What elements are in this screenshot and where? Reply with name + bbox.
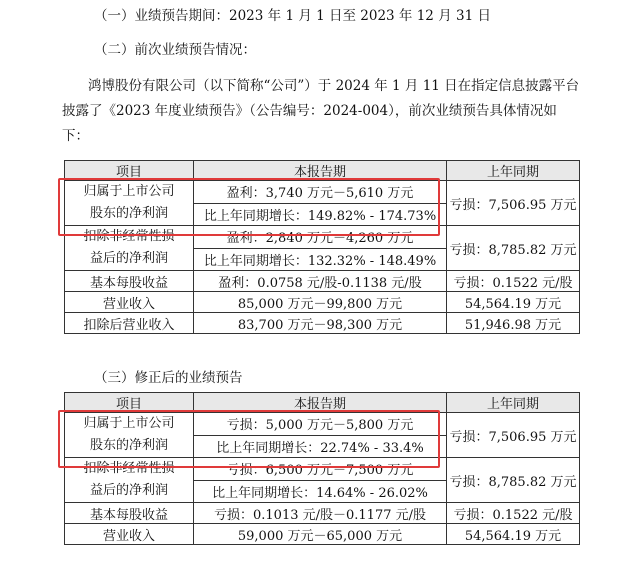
col-item: 项目: [65, 393, 194, 413]
deducted-value: 亏损：6,500 万元－7,500 万元: [194, 458, 447, 481]
col-item: 项目: [65, 161, 194, 181]
table-row: [65, 313, 580, 334]
net-profit-prior: 亏损：7,506.95 万元: [447, 413, 580, 458]
col-prior: 上年同期: [447, 393, 580, 413]
net-profit-growth: 比上年同期增长：149.82% - 174.73%: [194, 203, 447, 226]
deducted-growth: 比上年同期增长：14.64% - 26.02%: [194, 480, 447, 503]
table-row: [65, 413, 580, 436]
table-row: [65, 181, 580, 204]
table-header-row: [65, 393, 580, 413]
eps-value: 盈利：0.0758 元/股-0.1138 元/股: [194, 271, 447, 292]
deducted-prior: 亏损：8,785.82 万元: [447, 226, 580, 271]
col-current: 本报告期: [194, 393, 447, 413]
col-current: 本报告期: [194, 161, 447, 181]
deducted-growth: 比上年同期增长：132.32% - 148.49%: [194, 248, 447, 271]
net-profit-value: 盈利：3,740 万元－5,610 万元: [194, 181, 447, 204]
paragraph: 鸿博股份有限公司（以下简称“公司”）于 2024 年 1 月 11 日在指定信息披露平台披露了《2023 年度业绩预告》（公告编号：2024-004），前次业绩预告具体情况如下：: [62, 78, 580, 144]
section-revised-forecast: （三）修正后的业绩预告: [94, 370, 243, 386]
table-row: [65, 271, 580, 292]
table-row: [65, 458, 580, 481]
table-row: [65, 292, 580, 313]
revenue-label: 营业收入: [65, 524, 194, 545]
net-revenue-value: 83,700 万元－98,300 万元: [194, 313, 447, 334]
section-period: （一）业绩预告期间：2023 年 1 月 1 日至 2023 年 12 月 31 日: [94, 8, 491, 24]
net-profit-prior: 亏损：7,506.95 万元: [447, 181, 580, 226]
deducted-label: 扣除非经常性损 益后的净利润: [65, 458, 194, 503]
revised-forecast-table: [64, 392, 580, 545]
revenue-value: 85,000 万元－99,800 万元: [194, 292, 447, 313]
deducted-prior: 亏损：8,785.82 万元: [447, 458, 580, 503]
revenue-prior: 54,564.19 万元: [447, 524, 580, 545]
eps-prior: 亏损：0.1522 元/股: [447, 271, 580, 292]
table-row: [65, 524, 580, 545]
net-revenue-prior: 51,946.98 万元: [447, 313, 580, 334]
deducted-label: 扣除非经常性损 益后的净利润: [65, 226, 194, 271]
revenue-value: 59,000 万元－65,000 万元: [194, 524, 447, 545]
net-profit-label: 归属于上市公司 股东的净利润: [65, 413, 194, 458]
table-row: [65, 503, 580, 524]
previous-forecast-table: [64, 160, 580, 334]
table-row: [65, 226, 580, 249]
eps-prior: 亏损：0.1522 元/股: [447, 503, 580, 524]
net-profit-value: 亏损：5,000 万元－5,800 万元: [194, 413, 447, 436]
net-profit-growth: 比上年同期增长：22.74% - 33.4%: [194, 435, 447, 458]
net-revenue-label: 扣除后营业收入: [65, 313, 194, 334]
revenue-label: 营业收入: [65, 292, 194, 313]
eps-value: 亏损：0.1013 元/股－0.1177 元/股: [194, 503, 447, 524]
eps-label: 基本每股收益: [65, 271, 194, 292]
net-profit-label: 归属于上市公司 股东的净利润: [65, 181, 194, 226]
section-previous-forecast: （二）前次业绩预告情况：: [94, 42, 256, 58]
col-prior: 上年同期: [447, 161, 580, 181]
eps-label: 基本每股收益: [65, 503, 194, 524]
revenue-prior: 54,564.19 万元: [447, 292, 580, 313]
table-header-row: [65, 161, 580, 181]
deducted-value: 盈利：2,840 万元－4,260 万元: [194, 226, 447, 249]
